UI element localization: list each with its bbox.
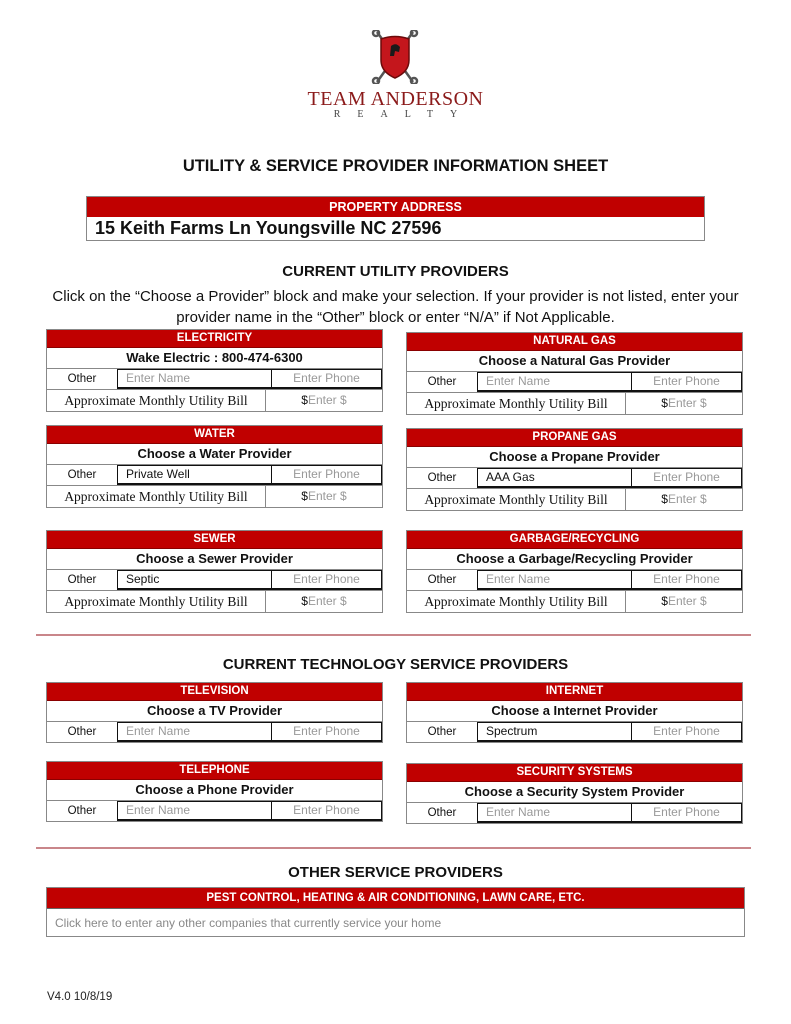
dollar-prefix: $ [661, 594, 668, 608]
provider-card-security-systems [406, 763, 743, 824]
other-phone-input[interactable]: Enter Phone [632, 803, 742, 823]
instructions-text: Click on the “Choose a Provider” block and make your selection. If your provider is not listed, enter your provider name in the “Other” block or enter “N/A” if Not Applicable. [52, 288, 739, 326]
choose-provider-dropdown[interactable]: Choose a Security System Provider [407, 782, 742, 803]
other-label: Other [427, 376, 457, 388]
brand-name: TEAM ANDERSON [307, 88, 484, 110]
card-header: NATURAL GAS [407, 333, 742, 351]
other-label: Other [427, 472, 457, 484]
shield-crossed-keys-icon [371, 30, 419, 84]
dollar-prefix: $ [301, 489, 308, 503]
provider-card-garbage-recycling [406, 530, 743, 613]
choose-provider-dropdown[interactable]: Choose a Natural Gas Provider [407, 351, 742, 372]
provider-card-natural-gas [406, 332, 743, 415]
other-name-input[interactable]: Enter Name [117, 801, 272, 821]
monthly-bill-value[interactable]: Enter $ [307, 393, 347, 407]
monthly-bill-label: Approximate Monthly Utility Bill [47, 591, 266, 612]
monthly-bill-input[interactable] [626, 591, 742, 612]
provider-card-telephone [46, 761, 383, 822]
card-header: ELECTRICITY [47, 330, 382, 348]
property-address-header: PROPERTY ADDRESS [87, 197, 704, 217]
monthly-bill-label: Approximate Monthly Utility Bill [407, 591, 626, 612]
other-phone-input[interactable]: Enter Phone [272, 369, 382, 389]
card-header: GARBAGE/RECYCLING [407, 531, 742, 549]
choose-provider-dropdown[interactable]: Choose a Sewer Provider [47, 549, 382, 570]
other-section-title: OTHER SERVICE PROVIDERS [288, 864, 503, 881]
other-phone-input[interactable]: Enter Phone [632, 722, 742, 742]
property-address-block [86, 196, 705, 241]
other-providers-input[interactable]: Click here to enter any other companies that currently service your home [47, 908, 744, 937]
other-name-input[interactable]: Spectrum [477, 722, 632, 742]
dollar-prefix: $ [661, 492, 668, 506]
other-providers-header: PEST CONTROL, HEATING & AIR CONDITIONING, LAWN CARE, ETC. [47, 888, 744, 908]
monthly-bill-value[interactable]: Enter $ [667, 396, 707, 410]
choose-provider-dropdown[interactable]: Choose a TV Provider [47, 701, 382, 722]
monthly-bill-label: Approximate Monthly Utility Bill [47, 390, 266, 411]
monthly-bill-input[interactable] [266, 390, 382, 411]
other-phone-input[interactable]: Enter Phone [272, 465, 382, 485]
provider-card-propane-gas [406, 428, 743, 511]
monthly-bill-input[interactable] [626, 489, 742, 510]
other-label: Other [427, 726, 457, 738]
other-label: Other [427, 807, 457, 819]
version-label: V4.0 10/8/19 [47, 991, 113, 1003]
monthly-bill-value[interactable]: Enter $ [667, 492, 707, 506]
choose-provider-dropdown[interactable]: Choose a Phone Provider [47, 780, 382, 801]
dollar-prefix: $ [301, 594, 308, 608]
monthly-bill-label: Approximate Monthly Utility Bill [407, 393, 626, 414]
choose-provider-dropdown[interactable]: Wake Electric : 800-474-6300 [47, 348, 382, 369]
other-label: Other [427, 574, 457, 586]
other-phone-input[interactable]: Enter Phone [632, 570, 742, 590]
other-name-input[interactable]: Septic [117, 570, 272, 590]
other-phone-input[interactable]: Enter Phone [272, 801, 382, 821]
brand-tagline: REALTY [333, 109, 475, 120]
section-divider [36, 634, 751, 636]
other-name-input[interactable]: Enter Name [117, 722, 272, 742]
card-header: INTERNET [407, 683, 742, 701]
dollar-prefix: $ [661, 396, 668, 410]
other-label: Other [67, 469, 97, 481]
dollar-prefix: $ [301, 393, 308, 407]
card-header: TELEVISION [47, 683, 382, 701]
other-name-input[interactable]: AAA Gas [477, 468, 632, 488]
other-name-input[interactable]: Enter Name [477, 803, 632, 823]
card-header: TELEPHONE [47, 762, 382, 780]
property-address-field[interactable]: 15 Keith Farms Ln Youngsville NC 27596 [95, 218, 442, 238]
choose-provider-dropdown[interactable]: Choose a Garbage/Recycling Provider [407, 549, 742, 570]
brand-logo [371, 30, 419, 84]
monthly-bill-value[interactable]: Enter $ [307, 594, 347, 608]
other-name-input[interactable]: Enter Name [117, 369, 272, 389]
provider-card-sewer [46, 530, 383, 613]
choose-provider-dropdown[interactable]: Choose a Water Provider [47, 444, 382, 465]
section-divider [36, 847, 751, 849]
other-phone-input[interactable]: Enter Phone [272, 722, 382, 742]
card-header: WATER [47, 426, 382, 444]
utility-section-title: CURRENT UTILITY PROVIDERS [282, 263, 509, 280]
provider-card-internet [406, 682, 743, 743]
other-label: Other [67, 373, 97, 385]
other-providers-block [46, 887, 745, 937]
other-name-input[interactable]: Enter Name [477, 372, 632, 392]
other-phone-input[interactable]: Enter Phone [632, 372, 742, 392]
card-header: SEWER [47, 531, 382, 549]
other-label: Other [67, 574, 97, 586]
monthly-bill-input[interactable] [266, 486, 382, 507]
tech-section-title: CURRENT TECHNOLOGY SERVICE PROVIDERS [222, 656, 569, 673]
monthly-bill-input[interactable] [266, 591, 382, 612]
provider-card-television [46, 682, 383, 743]
choose-provider-dropdown[interactable]: Choose a Internet Provider [407, 701, 742, 722]
other-phone-input[interactable]: Enter Phone [272, 570, 382, 590]
provider-card-water [46, 425, 383, 508]
page-title: UTILITY & SERVICE PROVIDER INFORMATION SHEET [182, 157, 609, 175]
monthly-bill-value[interactable]: Enter $ [667, 594, 707, 608]
monthly-bill-label: Approximate Monthly Utility Bill [407, 489, 626, 510]
monthly-bill-value[interactable]: Enter $ [307, 489, 347, 503]
other-name-input[interactable]: Private Well [117, 465, 272, 485]
other-label: Other [67, 805, 97, 817]
other-label: Other [67, 726, 97, 738]
other-name-input[interactable]: Enter Name [477, 570, 632, 590]
monthly-bill-input[interactable] [626, 393, 742, 414]
provider-card-electricity [46, 329, 383, 412]
card-header: SECURITY SYSTEMS [407, 764, 742, 782]
choose-provider-dropdown[interactable]: Choose a Propane Provider [407, 447, 742, 468]
monthly-bill-label: Approximate Monthly Utility Bill [47, 486, 266, 507]
other-phone-input[interactable]: Enter Phone [632, 468, 742, 488]
card-header: PROPANE GAS [407, 429, 742, 447]
